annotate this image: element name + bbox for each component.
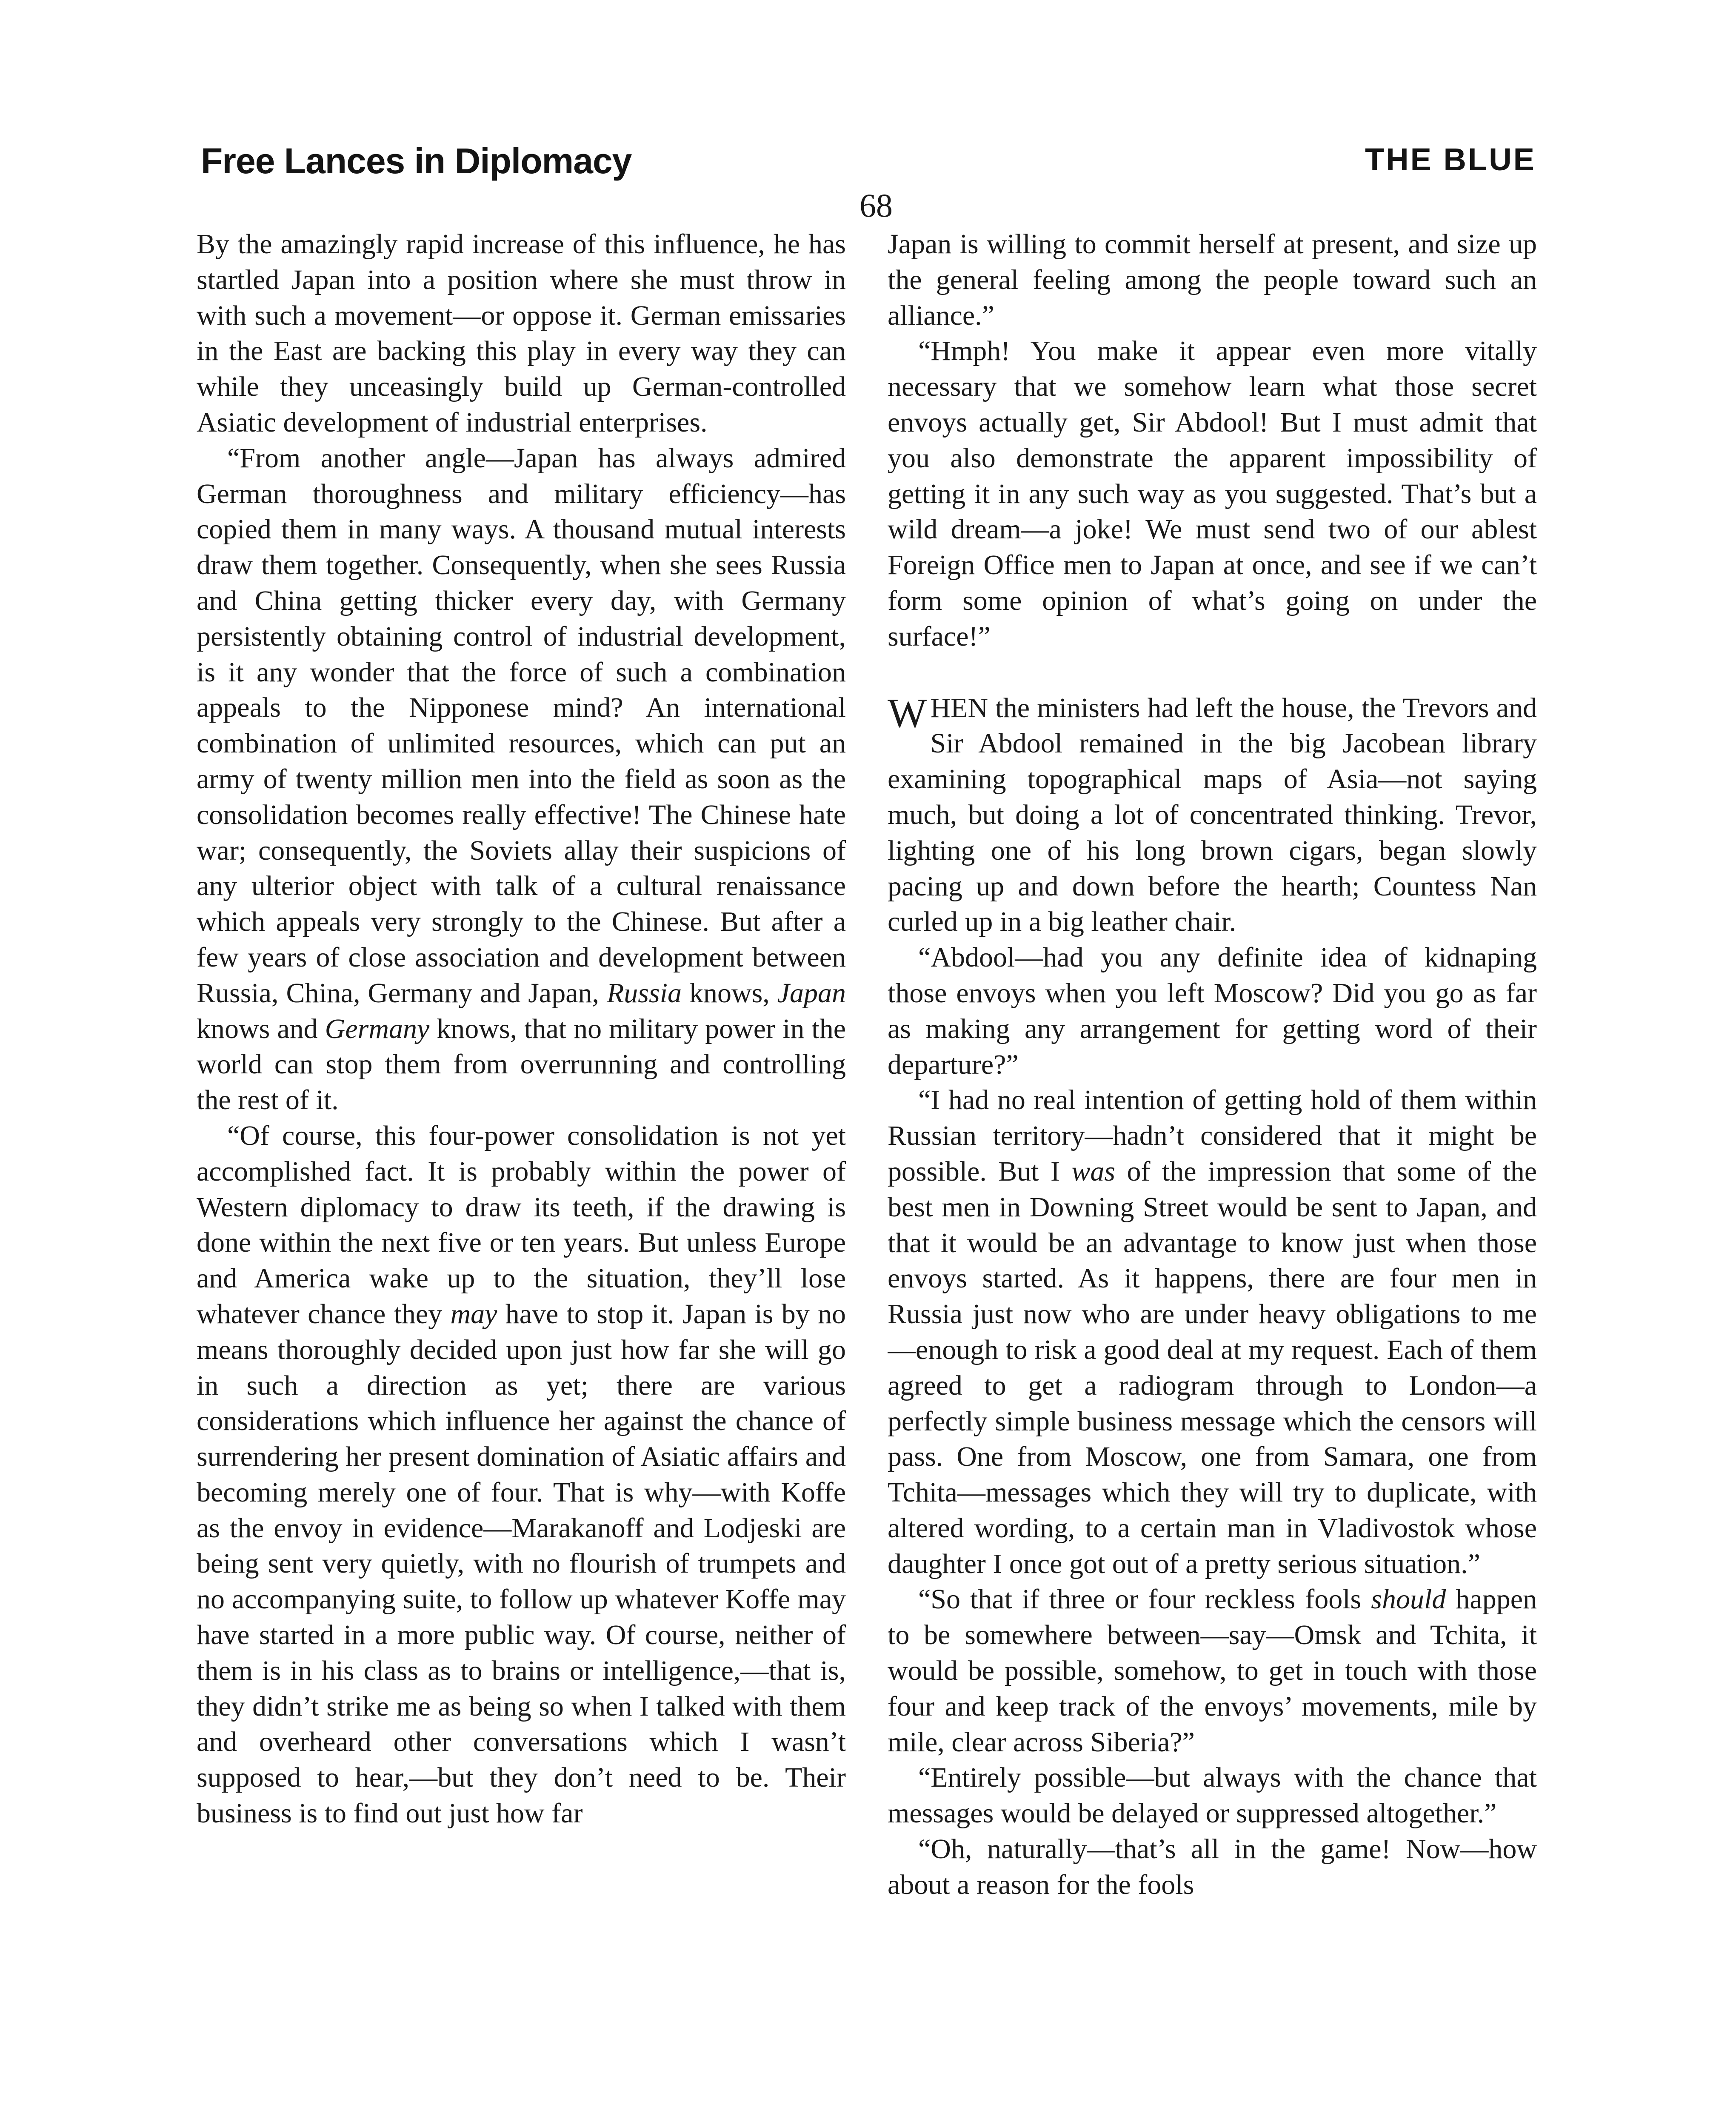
paragraph: Japan is willing to commit herself at present, and size up the general feeling among the people toward such an alliance.” (888, 229, 1537, 331)
italic-text: Japan (777, 977, 846, 1009)
drop-cap: W (888, 690, 927, 736)
paragraph-text: knows, that no military power in the world can stop them from overrunning and controlling the rest of it. (197, 1013, 846, 1116)
paragraph-text: of the impression that some of the best men in Downing Street would be sent to Japan, and that it would be an advantage to know just when those envoys started. As it happens, there are four men in Russia just now who are under heavy obligations to me—enough to risk a good deal at my request. Each of them agreed to get a radiogram through to London—a perfectly simple business message which the censors will pass. One from Moscow, one from Samara, one from Tchita—messages which they will try to duplicate, with altered wording, to a certain man in Vladivostok whose daughter I once got out of a pretty serious situation.” (888, 1156, 1537, 1579)
paragraph (888, 1582, 1537, 1760)
paragraph (197, 1118, 846, 1831)
paragraph-text: happen to be somewhere between—say—Omsk and Tchita, it would be possible, somehow, to get in touch with those four and keep track of the envoys’ movements, mile by mile, clear across Siberia?” (888, 1584, 1537, 1758)
paragraph (197, 440, 846, 1118)
paragraph-text: “I had no real intention of getting hold of them within Russian territory—hadn’t considered that it might be possible. But I (888, 1084, 1537, 1187)
paragraph: By the amazingly rapid increase of this influence, he has startled Japan into a position where she must throw in with such a movement—or oppose it. German emissaries in the East are backing this play in every way they can while they unceasingly build up German-controlled Asiatic development of industrial enterprises. (197, 229, 846, 438)
paragraph-text: knows and (197, 1013, 318, 1044)
paragraph: “Oh, naturally—that’s all in the game! Now—how about a reason for the fools (888, 1833, 1537, 1900)
paragraph: “Abdool—had you any definite idea of kidnaping those envoys when you left Moscow? Did you go as far as making any arrangement for getting word of their departure?” (888, 942, 1537, 1080)
magazine-name: THE BLUE (1365, 142, 1536, 177)
italic-text: Germany (325, 1013, 430, 1044)
paragraph-text: have to stop it. Japan is by no means thoroughly decided upon just how far she will go in such a direction as yet; there are various considerations which influence her against the chance of surrendering her present domination of Asiatic affairs and becoming merely one of four. That is why—with Koffe as the envoy in evidence—Marakanoff and Lodjeski are being sent very quietly, with no flourish of trumpets and no accompanying suite, to follow up whatever Koffe may have started in a more public way. Of course, neither of them is in his class as to brains or intelligence,—that is, they didn’t strike me as being so when I talked with them and overheard other conversations which I wasn’t supposed to hear,—but they don’t need to be. Their business is to find out just how far (197, 1298, 846, 1829)
paragraph: “Hmph! You make it appear even more vitally necessary that we somehow learn what those secret envoys actually get, Sir Abdool! But I must admit that you also demonstrate the apparent impossibility of getting it in any such way as you suggested. That’s but a wild dream—a joke! We must send two of our ablest Foreign Office men to Japan at once, and see if we can’t form some opinion of what’s going on under the surface!” (888, 335, 1537, 652)
paragraph-text: HEN the ministers had left the house, the Trevors and Sir Abdool remained in the big Jacobean library examining topographical maps of Asia—not saying much, but doing a lot of concentrated thinking. Trevor, lighting one of his long brown cigars, began slowly pacing up and down before the hearth; Countess Nan curled up in a big leather chair. (888, 692, 1537, 938)
paragraph-text: “Of course, this four-power consolidation is not yet accomplished fact. It is probably within the power of Western diplomacy to draw its teeth, if the drawing is done within the next five or ten years. But unless Europe and America wake up to the situation, they’ll lose whatever chance they (197, 1120, 846, 1330)
paragraph: “Entirely possible—but always with the chance that messages would be delayed or suppressed altogether.” (888, 1762, 1537, 1829)
story-title: Free Lances in Diplomacy (201, 141, 632, 181)
page-number: 68 (859, 187, 893, 224)
left-text-column (197, 226, 846, 1831)
italic-text: should (1371, 1584, 1446, 1615)
paragraph-text: knows, (689, 977, 770, 1009)
section-opening-paragraph (888, 690, 1537, 940)
right-text-column (888, 226, 1537, 1903)
italic-text: Russia (606, 977, 682, 1009)
paragraph-text: “So that if three or four reckless fools (918, 1584, 1362, 1615)
italic-text: was (1071, 1156, 1116, 1187)
paragraph (888, 1082, 1537, 1582)
paragraph-text: “From another angle—Japan has always admired German thoroughness and military efficiency—has copied them in many ways. A thousand mutual interests draw them together. Consequently, when she sees Russia and China getting thicker every day, with Germany persistently obtaining control of industrial development, is it any wonder that the force of such a combination appeals to the Nipponese mind? An international combination of unlimited resources, which can put an army of twenty million men into the field as soon as the consolidation becomes really effective! The Chinese hate war; consequently, the Soviets allay their suspicions of any ulterior object with talk of a cultural renaissance which appeals very strongly to the Chinese. But after a few years of close association and development between Russia, China, Germany and Japan, (197, 442, 846, 1009)
italic-text: may (450, 1298, 497, 1330)
